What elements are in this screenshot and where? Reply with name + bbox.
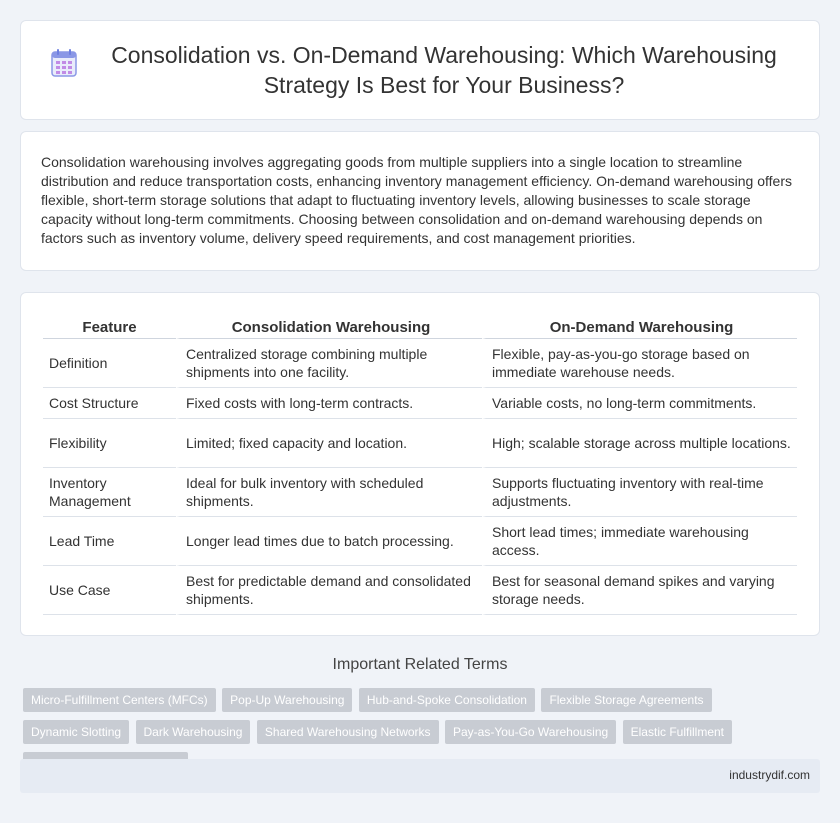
tag-micro-fulfillment[interactable]: Micro-Fulfillment Centers (MFCs) xyxy=(23,688,216,712)
table-row xyxy=(43,388,797,419)
on-demand-cell: Short lead times; immediate warehousing access. xyxy=(482,517,797,566)
table-row xyxy=(43,517,797,566)
tag-dark-warehousing[interactable]: Dark Warehousing xyxy=(136,720,251,744)
footer-site-link[interactable]: industrydif.com xyxy=(729,768,810,782)
footer xyxy=(20,759,820,793)
on-demand-cell: High; scalable storage across multiple locations. xyxy=(482,419,797,468)
intro-card xyxy=(20,131,820,271)
feature-cell: Use Case xyxy=(43,566,176,615)
comparison-table xyxy=(43,313,797,615)
on-demand-cell: Flexible, pay-as-you-go storage based on immediate warehouse needs. xyxy=(482,339,797,388)
on-demand-cell: Variable costs, no long-term commitments. xyxy=(482,388,797,419)
tag-elastic-fulfillment[interactable]: Elastic Fulfillment xyxy=(623,720,732,744)
intro-paragraph: Consolidation warehousing involves aggregating goods from multiple suppliers into a single location to streamline distribution and reduce transportation costs, enhancing inventory management efficiency. On-demand warehousing offers flexible, short-term storage solutions that adapt to fluctuating inventory levels, allowing businesses to scale storage capacity without long-term commitments. Choosing between consolidation and on-demand warehousing depends on factors such as inventory volume, delivery speed requirements, and cost management priorities. xyxy=(41,154,792,246)
tag-pop-up-warehousing[interactable]: Pop-Up Warehousing xyxy=(222,688,352,712)
calendar-grid-icon xyxy=(51,48,77,78)
tag-dynamic-slotting[interactable]: Dynamic Slotting xyxy=(23,720,129,744)
related-terms-title: Important Related Terms xyxy=(332,656,508,673)
table-header-row xyxy=(43,313,797,339)
consolidation-cell: Centralized storage combining multiple shipments into one facility. xyxy=(176,339,482,388)
table-row xyxy=(43,419,797,468)
consolidation-cell: Ideal for bulk inventory with scheduled shipments. xyxy=(176,468,482,517)
consolidation-cell: Best for predictable demand and consolidated shipments. xyxy=(176,566,482,615)
title-card xyxy=(20,20,820,120)
on-demand-cell: Supports fluctuating inventory with real-time adjustments. xyxy=(482,468,797,517)
tag-hub-and-spoke[interactable]: Hub-and-Spoke Consolidation xyxy=(359,688,535,712)
feature-cell: Lead Time xyxy=(43,517,176,566)
consolidation-cell: Limited; fixed capacity and location. xyxy=(176,419,482,468)
on-demand-cell: Best for seasonal demand spikes and varying storage needs. xyxy=(482,566,797,615)
table-row xyxy=(43,339,797,388)
feature-cell: Flexibility xyxy=(43,419,176,468)
table-row xyxy=(43,468,797,517)
feature-cell: Definition xyxy=(43,339,176,388)
consolidation-cell: Fixed costs with long-term contracts. xyxy=(176,388,482,419)
consolidation-cell: Longer lead times due to batch processing. xyxy=(176,517,482,566)
feature-cell: Inventory Management xyxy=(43,468,176,517)
tag-shared-networks[interactable]: Shared Warehousing Networks xyxy=(257,720,439,744)
tag-flexible-storage[interactable]: Flexible Storage Agreements xyxy=(541,688,711,712)
table-row xyxy=(43,566,797,615)
header-consolidation: Consolidation Warehousing xyxy=(176,313,482,339)
comparison-table-card xyxy=(20,292,820,636)
feature-cell: Cost Structure xyxy=(43,388,176,419)
header-on-demand: On-Demand Warehousing xyxy=(482,313,797,339)
tag-pay-as-you-go[interactable]: Pay-as-You-Go Warehousing xyxy=(445,720,616,744)
page-title: Consolidation vs. On-Demand Warehousing: Which Warehousing Strategy Is Best for Your Business? xyxy=(111,42,777,98)
header-feature: Feature xyxy=(43,313,176,339)
